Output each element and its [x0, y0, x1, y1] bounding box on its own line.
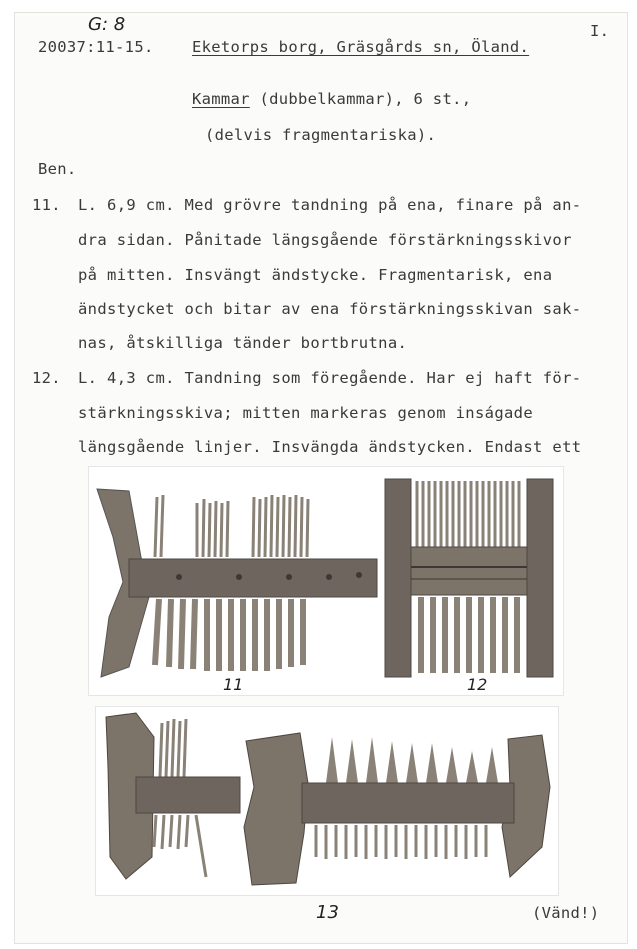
object-type: Kammar	[192, 90, 250, 108]
photo-combs-11-12	[88, 466, 564, 696]
comb-11-image	[97, 489, 377, 677]
entry-number-11: 11.	[32, 196, 61, 214]
entry-12-line-2: stärkningsskiva; mitten markeras genom inságade	[78, 404, 534, 422]
entry-11-line-1: L. 6,9 cm. Med grövre tandning på ena, finare på an-	[78, 196, 582, 214]
condition-note: (delvis fragmentariska).	[205, 126, 437, 144]
entry-number-12: 12.	[32, 369, 61, 387]
material: Ben.	[38, 160, 77, 178]
photo-label-12: 12	[467, 675, 488, 694]
object-type-detail: (dubbelkammar), 6 st.,	[259, 90, 472, 108]
handwritten-code: G: 8	[88, 14, 126, 35]
object-type-line	[192, 90, 471, 108]
comb-12-image	[385, 479, 553, 677]
entry-12-line-1: L. 4,3 cm. Tandning som föregående. Har ej haft för-	[78, 369, 582, 387]
accession-number: 20037:11-15.	[38, 38, 154, 56]
site-heading: Eketorps borg, Gräsgårds sn, Öland.	[192, 38, 530, 56]
photo-label-13: 13	[316, 902, 339, 923]
entry-11-line-4: ändstycket och bitar av ena förstärkningsskivan sak-	[78, 300, 582, 318]
entry-11-line-3: på mitten. Insvängt ändstycke. Fragmentarisk, ena	[78, 266, 553, 284]
entry-11-line-5: nas, åtskilliga tänder bortbrutna.	[78, 334, 408, 352]
entry-11-line-2: dra sidan. Pånitade längsgående förstärkningsskivor	[78, 231, 572, 249]
photo-combs-13	[95, 706, 559, 896]
comb-photo-svg	[89, 467, 563, 695]
comb-13-fragment-left	[106, 713, 240, 879]
turn-page-note: (Vänd!)	[532, 904, 600, 922]
comb-13-fragment-right	[244, 733, 550, 885]
entry-12-line-3: längsgående linjer. Insvängda ändstycken. Endast ett	[78, 438, 582, 456]
comb-13-photo-svg	[96, 707, 558, 895]
photo-label-11: 11	[223, 675, 244, 694]
page-marker: I.	[590, 22, 610, 40]
